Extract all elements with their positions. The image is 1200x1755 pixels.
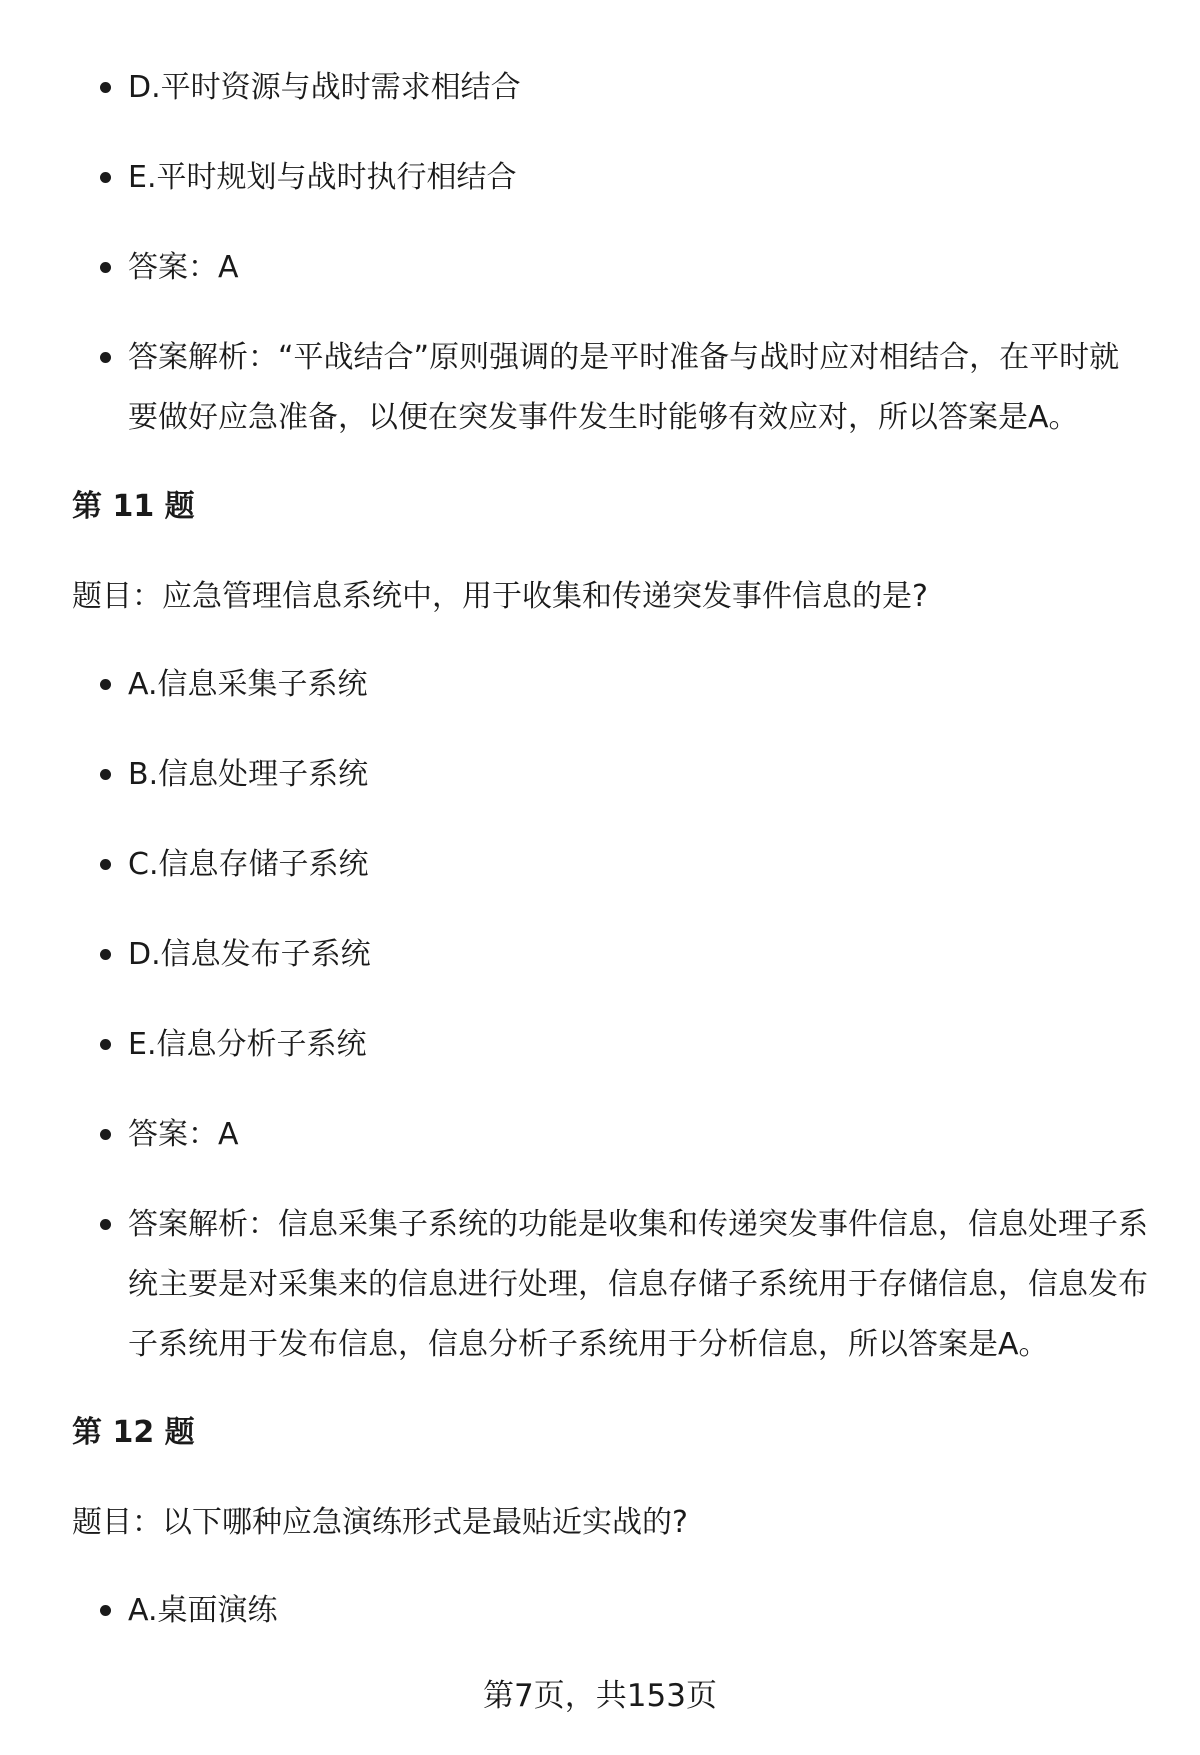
option-item <box>128 835 1148 895</box>
option-text: C.信息存储子系统 <box>128 847 369 882</box>
bullet-dot <box>100 1039 111 1050</box>
option-item <box>128 1015 1148 1075</box>
explanation-text: 答案解析：信息采集子系统的功能是收集和传递突发事件信息，信息处理子系统主要是对采集来的信息进行处理，信息存储子系统用于存储信息，信息发布子系统用于发布信息，信息分析子系统用于分析信息，所以答案是A。 <box>128 1207 1148 1362</box>
answer-item <box>128 238 1148 298</box>
explanation-item <box>128 1195 1148 1375</box>
answer-text: 答案：A <box>128 250 239 285</box>
question-text: 题目：应急管理信息系统中，用于收集和传递突发事件信息的是? <box>72 579 928 614</box>
bullet-dot <box>100 949 111 960</box>
option-text: D.平时资源与战时需求相结合 <box>128 70 521 105</box>
option-text: B.信息处理子系统 <box>128 757 369 792</box>
option-item <box>128 655 1148 715</box>
bullet-dot <box>100 352 111 363</box>
option-text: A.信息采集子系统 <box>128 667 368 702</box>
bullet-dot <box>100 679 111 690</box>
bullet-dot <box>100 262 111 273</box>
explanation-text: 答案解析：“平战结合”原则强调的是平时准备与战时应对相结合，在平时就要做好应急准备，以便在突发事件发生时能够有效应对，所以答案是A。 <box>128 340 1120 435</box>
bullet-dot <box>100 1219 111 1230</box>
bullet-dot <box>100 1605 111 1616</box>
question-text: 题目：以下哪种应急演练形式是最贴近实战的? <box>72 1505 688 1540</box>
question-heading: 第 11 题 <box>72 489 195 524</box>
bullet-dot <box>100 859 111 870</box>
bullet-dot <box>100 1129 111 1140</box>
option-item <box>128 148 1148 208</box>
explanation-item <box>128 328 1148 448</box>
option-item <box>128 1581 1148 1641</box>
bullet-dot <box>100 172 111 183</box>
bullet-dot <box>100 769 111 780</box>
option-item <box>128 745 1148 805</box>
option-text: D.信息发布子系统 <box>128 937 371 972</box>
option-text: E.平时规划与战时执行相结合 <box>128 160 517 195</box>
answer-text: 答案：A <box>128 1117 239 1152</box>
page-footer: 第7页，共153页 <box>483 1678 717 1714</box>
option-text: E.信息分析子系统 <box>128 1027 367 1062</box>
option-text: A.桌面演练 <box>128 1593 278 1628</box>
option-item <box>128 58 1148 118</box>
bullet-dot <box>100 82 111 93</box>
answer-item <box>128 1105 1148 1165</box>
question-heading: 第 12 题 <box>72 1415 195 1450</box>
option-item <box>128 925 1148 985</box>
